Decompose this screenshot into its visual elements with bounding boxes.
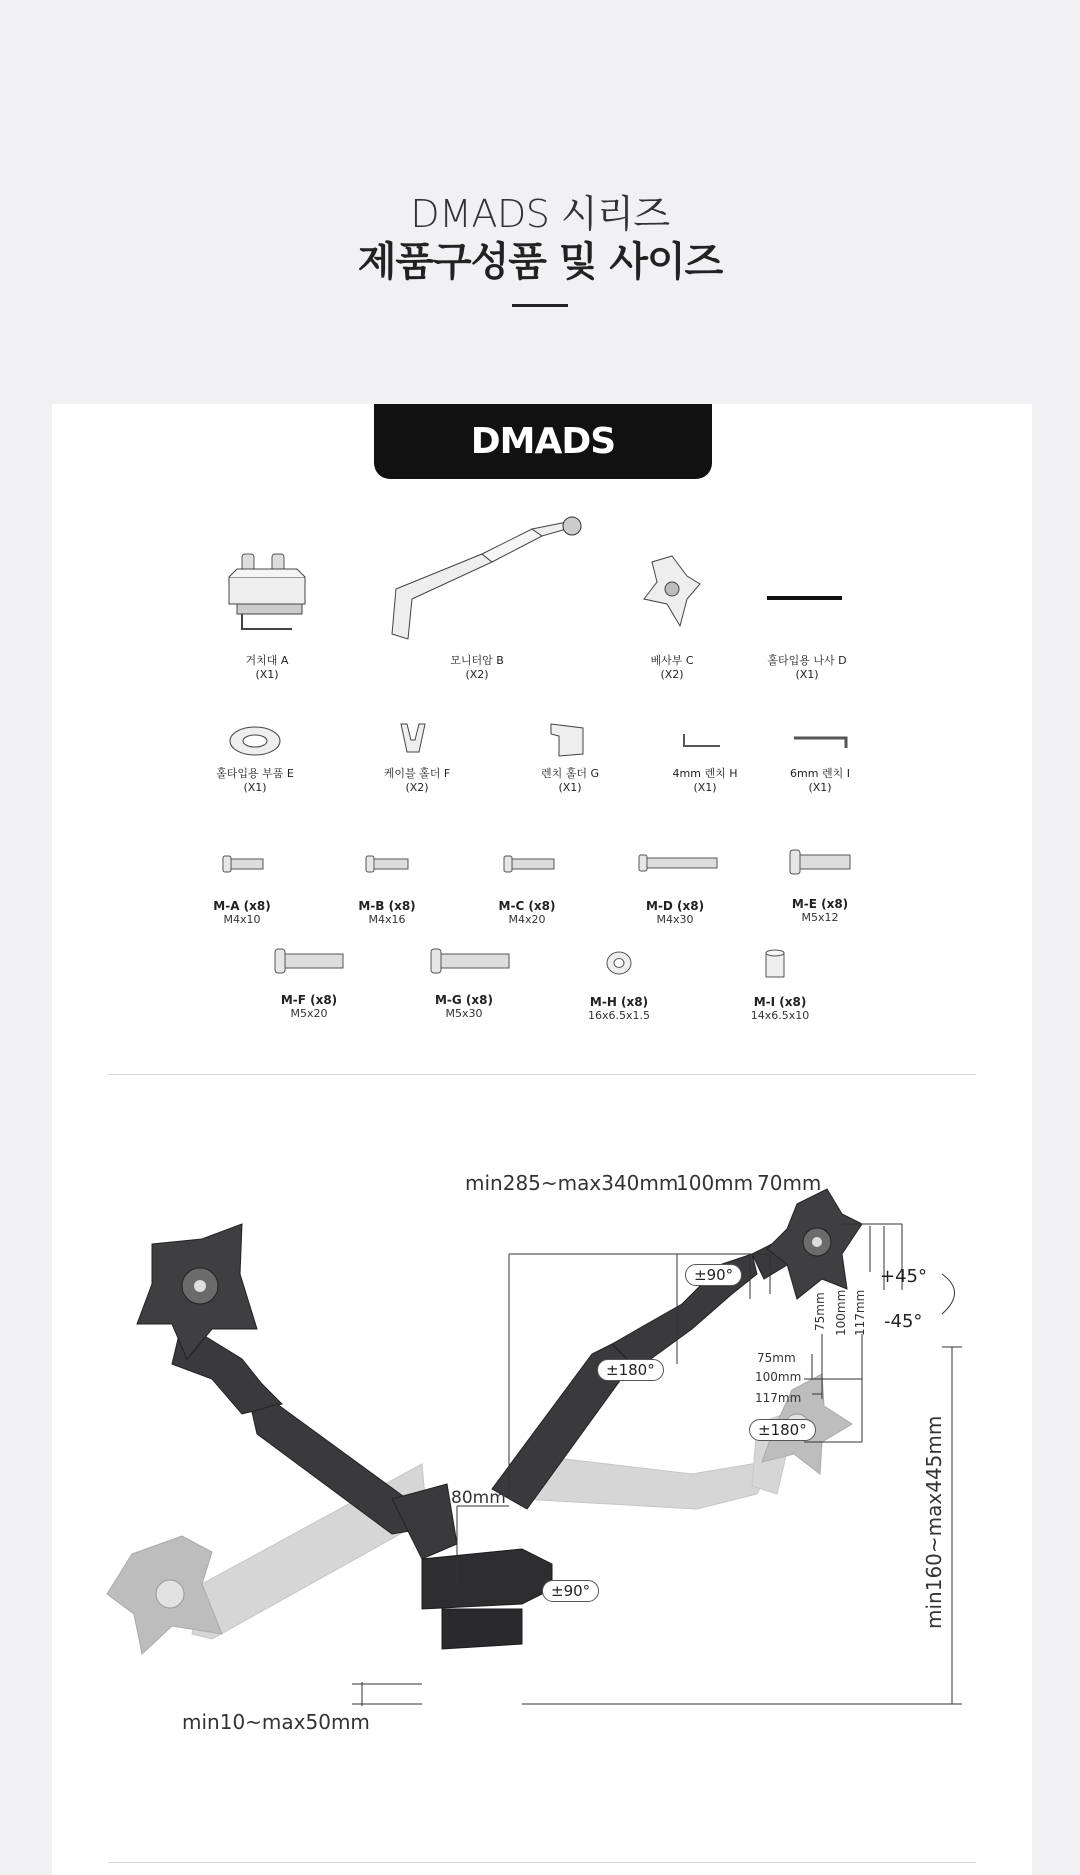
- screw-spec: M5x12: [801, 911, 839, 924]
- screw-icon: [430, 948, 510, 974]
- part-qty: (X1): [795, 668, 819, 681]
- part-qty: (X1): [693, 781, 717, 794]
- vesa-plate-icon: [642, 554, 702, 629]
- part-label: 모니터암 B: [450, 654, 504, 667]
- part-item: [515, 767, 625, 794]
- screw-code: M-E (x8): [791, 897, 849, 911]
- dim-70mm: 70mm: [757, 1171, 822, 1195]
- section-header: [0, 0, 1080, 404]
- product-card: [52, 404, 1032, 1875]
- rotation-180-left: ±180°: [597, 1359, 664, 1381]
- rotation-180-right: ±180°: [749, 1419, 816, 1441]
- part-item: [217, 654, 317, 681]
- screw-spec: M5x20: [290, 1007, 328, 1020]
- dim-80mm: 80mm: [451, 1488, 506, 1508]
- screw-spec: 16x6.5x1.5: [587, 1009, 650, 1022]
- screw-icon: [274, 948, 344, 974]
- screw-spec: M4x30: [656, 913, 694, 926]
- part-label: 홀타입용 나사 D: [767, 654, 847, 667]
- part-label: 베사부 C: [650, 654, 694, 667]
- wrench-6mm-icon: [792, 734, 850, 750]
- clamp-base: [422, 1549, 552, 1609]
- vesa-v-100: 100mm: [834, 1289, 848, 1336]
- hole-part-icon: [228, 724, 282, 758]
- tilt-up: +45°: [880, 1266, 927, 1287]
- screw-icon: [638, 853, 718, 873]
- screw-code: M-G (x8): [434, 993, 493, 1007]
- wrench-4mm-icon: [682, 732, 722, 750]
- part-label: 홀타입용 부품 E: [216, 767, 294, 780]
- height-range: min160~max445mm: [922, 1415, 946, 1629]
- screw-code: M-D (x8): [645, 899, 705, 913]
- section-divider: [108, 1074, 976, 1075]
- rotation-90-base: ±90°: [542, 1580, 599, 1602]
- part-item: [650, 767, 760, 794]
- cable-holder-icon: [397, 722, 429, 760]
- screw-item: [197, 899, 287, 926]
- section-title: 제품구성품 및 사이즈: [357, 239, 723, 285]
- screw-code: M-I (x8): [753, 995, 807, 1009]
- screw-spec: M4x16: [368, 913, 406, 926]
- screw-spec: M4x10: [223, 913, 261, 926]
- hole-screw-icon: [767, 594, 842, 602]
- part-label: 6mm 렌치 I: [790, 767, 850, 780]
- vesa-v-117: 117mm: [853, 1289, 867, 1336]
- screw-item: [574, 995, 664, 1022]
- screw-icon: [222, 854, 264, 874]
- screw-spec: M4x20: [508, 913, 546, 926]
- screw-item: [735, 995, 825, 1022]
- screw-code: M-B (x8): [358, 899, 416, 913]
- bottom-divider: [108, 1862, 976, 1863]
- screw-item: [630, 899, 720, 926]
- part-item: [747, 654, 867, 681]
- screw-icon: [503, 854, 555, 874]
- screw-icon: [789, 849, 851, 875]
- reach-dimension: min285~max340mm: [465, 1171, 679, 1195]
- part-qty: (X1): [808, 781, 832, 794]
- part-label: 케이블 홀더 F: [383, 767, 451, 780]
- washer-icon: [606, 951, 632, 975]
- part-qty: (X1): [255, 668, 279, 681]
- wrench-holder-icon: [547, 722, 591, 760]
- part-qty: (X2): [465, 668, 489, 681]
- screw-item: [264, 993, 354, 1020]
- screw-code: M-F (x8): [280, 993, 338, 1007]
- screw-code: M-H (x8): [589, 995, 649, 1009]
- part-label: 4mm 렌치 H: [672, 767, 738, 780]
- series-badge: DMADS: [374, 404, 712, 479]
- monitor-arm-icon: [382, 514, 602, 644]
- screw-item: [775, 897, 865, 924]
- clamp-range: min10~max50mm: [182, 1710, 370, 1734]
- section-subtitle: DMADS 시리즈: [410, 192, 670, 236]
- screw-item: [482, 899, 572, 926]
- part-item: [622, 654, 722, 681]
- vesa-h-117: 117mm: [755, 1391, 802, 1405]
- part-item: [200, 767, 310, 794]
- part-qty: (X1): [558, 781, 582, 794]
- screw-icon: [365, 854, 409, 874]
- screw-code: M-A (x8): [213, 899, 271, 913]
- part-qty: (X2): [405, 781, 429, 794]
- clamp-base-icon: [217, 549, 317, 639]
- screw-spec: 14x6.5x10: [750, 1009, 810, 1022]
- screw-item: [419, 993, 509, 1020]
- part-label: 거치대 A: [245, 654, 289, 667]
- vesa-h-100: 100mm: [755, 1370, 802, 1384]
- vesa-v-75: 75mm: [813, 1292, 827, 1331]
- part-item: [427, 654, 527, 681]
- rotation-90-top: ±90°: [685, 1264, 742, 1286]
- screw-item: [342, 899, 432, 926]
- part-item: [765, 767, 875, 794]
- screw-spec: M5x30: [445, 1007, 483, 1020]
- part-qty: (X2): [660, 668, 684, 681]
- part-item: [362, 767, 472, 794]
- vesa-h-75: 75mm: [757, 1351, 796, 1365]
- part-qty: (X1): [243, 781, 267, 794]
- dim-100mm: 100mm: [676, 1171, 754, 1195]
- tilt-down: -45°: [884, 1311, 923, 1332]
- spacer-icon: [764, 949, 786, 981]
- screw-code: M-C (x8): [498, 899, 556, 913]
- title-underline: [512, 304, 568, 307]
- part-label: 렌치 홀더 G: [540, 767, 600, 780]
